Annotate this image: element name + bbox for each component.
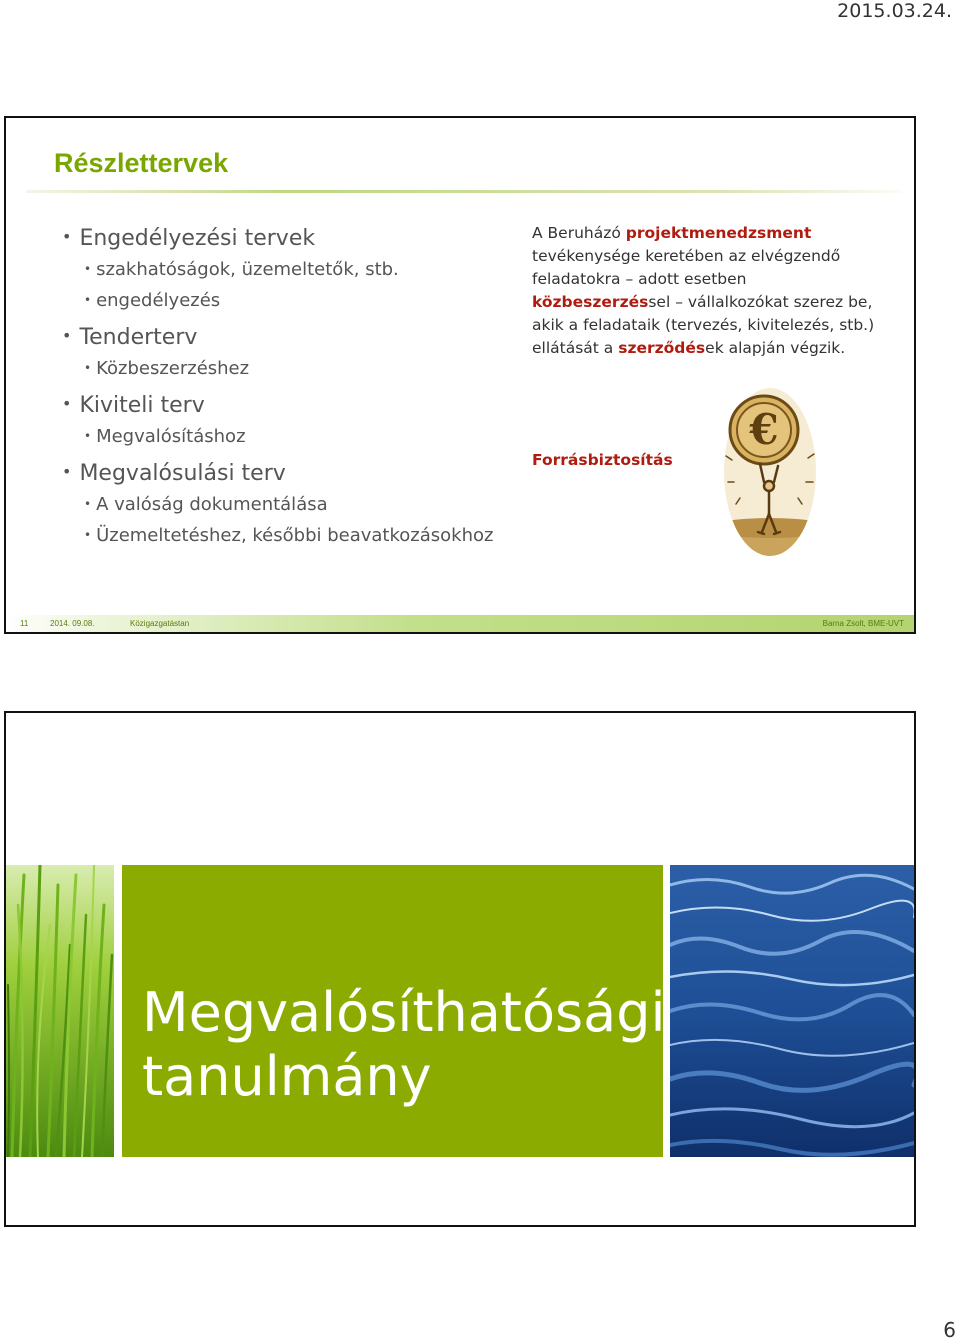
beruhazo-paragraph	[532, 222, 882, 360]
svg-text:€: €	[749, 405, 779, 454]
funding-label: Forrásbiztosítás	[532, 451, 673, 469]
slide-footer	[6, 615, 914, 632]
bullet-item: • Kiviteli terv	[62, 391, 532, 422]
bullet-item: • Tenderterv	[62, 323, 532, 354]
footer-slide-number: 11	[20, 619, 29, 628]
slide-reszlettervek	[4, 116, 916, 634]
sub-bullet-item: • Üzemeltetéshez, későbbi beavatkozásokhoz	[84, 521, 532, 552]
sub-bullet-item: • Megvalósításhoz	[84, 422, 532, 453]
text-run: A Beruházó	[532, 224, 626, 242]
bullet-item: • Megvalósulási terv	[62, 459, 532, 490]
euro-figure-illustration	[718, 386, 822, 558]
section-title: Megvalósíthatósági tanulmány	[142, 981, 666, 1108]
highlight-term: projektmenedzsment	[625, 224, 812, 242]
sub-bullet-item: • engedélyezés	[84, 286, 532, 317]
slide-title: Részlettervek	[54, 148, 229, 178]
title-band	[6, 865, 914, 1157]
grass-photo	[6, 865, 114, 1157]
sub-bullet-item: • Közbeszerzéshez	[84, 354, 532, 385]
highlight-term: közbeszerzés	[532, 293, 649, 311]
page-date: 2015.03.24.	[837, 0, 952, 22]
title-panel	[122, 865, 666, 1157]
footer-author: Barna Zsolt, BME-UVT	[822, 619, 904, 628]
footer-course: Közigazgatástan	[130, 619, 190, 628]
highlight-term: szerződés	[618, 339, 706, 357]
bullet-item: • Engedélyezési tervek	[62, 224, 532, 255]
title-divider	[26, 190, 902, 193]
bullet-list	[62, 218, 532, 552]
text-run: tevékenysége keretében az elvégzendő feladatokra – adott esetben	[532, 247, 841, 288]
slide-section-title	[4, 711, 916, 1227]
water-photo	[670, 865, 914, 1157]
text-run: ek alapján végzik.	[705, 339, 846, 357]
text-run: sel – vállalkozókat szerez be, akik a feladataik (tervezés, kivitelezés, stb.) ellátását a	[532, 293, 875, 357]
sub-bullet-item: • szakhatóságok, üzemeltetők, stb.	[84, 255, 532, 286]
page-number: 6	[943, 1318, 956, 1342]
footer-date: 2014. 09.08.	[50, 619, 95, 628]
sub-bullet-item: • A valóság dokumentálása	[84, 490, 532, 521]
